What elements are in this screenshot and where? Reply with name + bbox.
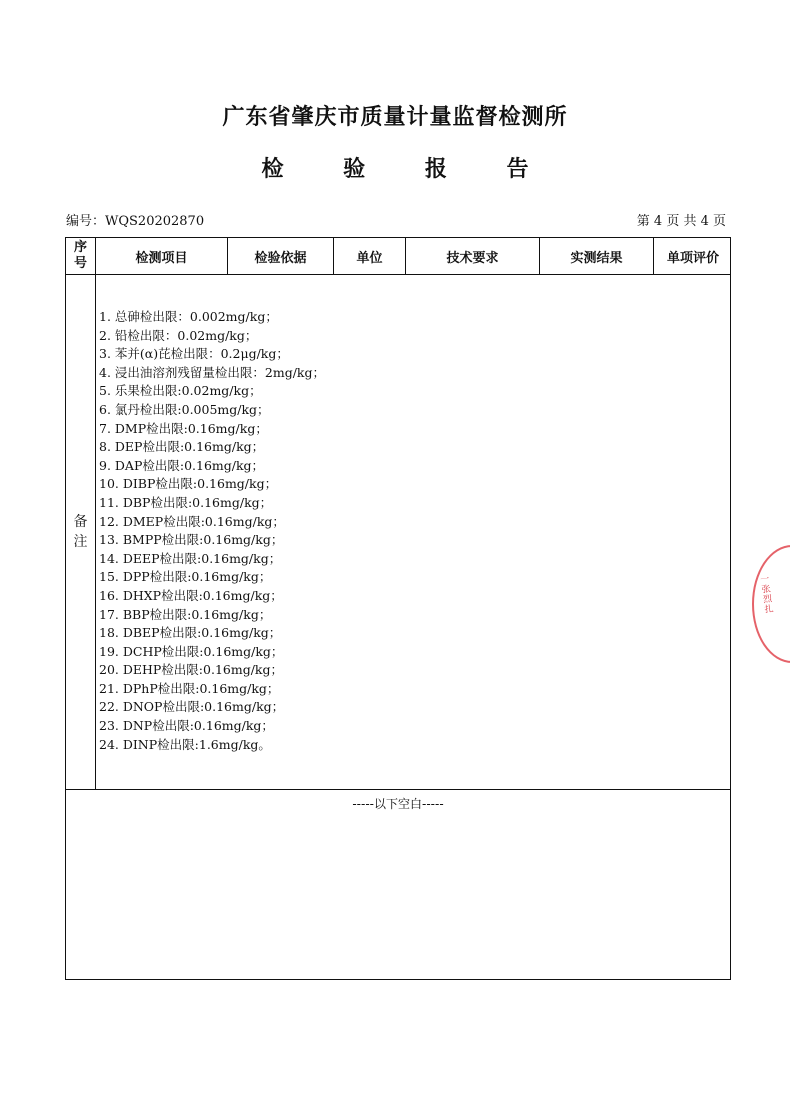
remark-item: 23. DNP检出限:0.16mg/kg；	[99, 718, 274, 734]
remark-item: 1. 总砷检出限：0.002mg/kg；	[99, 309, 278, 324]
remark-item: 3. 苯并(α)芘检出限：0.2μg/kg；	[99, 346, 289, 362]
header-seq	[66, 238, 96, 274]
remark-item: 16. DHXP检出限:0.16mg/kg；	[99, 587, 283, 603]
page-indicator: 第 4 页 共 4 页	[636, 214, 726, 229]
report-title: 检 验 报 告	[261, 157, 555, 182]
header-evaluation: 单项评价	[666, 250, 719, 266]
header-test-basis: 检验依据	[228, 238, 334, 274]
remark-item: 18. DBEP检出限:0.16mg/kg；	[99, 625, 282, 641]
remark-item: 22. DNOP检出限:0.16mg/kg；	[99, 699, 285, 715]
remark-item: 8. DEP检出限:0.16mg/kg；	[99, 439, 265, 455]
remark-item: 4. 浸出油溶剂残留量检出限：2mg/kg；	[99, 364, 325, 380]
remark-item: 7. DMP检出限:0.16mg/kg；	[99, 420, 268, 436]
remark-item: 5. 乐果检出限:0.02mg/kg；	[99, 383, 262, 399]
remark-item: 21. DPhP检出限:0.16mg/kg；	[99, 680, 280, 696]
remark-item: 15. DPP检出限:0.16mg/kg；	[99, 569, 272, 585]
header-test-item: 检测项目	[96, 238, 228, 274]
remark-item: 10. DIBP检出限:0.16mg/kg；	[99, 476, 278, 492]
section-divider	[66, 789, 730, 790]
report-number: 编号：WQS20202870	[66, 214, 205, 229]
remark-item: 13. BMPP检出限:0.16mg/kg；	[99, 532, 284, 548]
header-unit: 单位	[334, 238, 406, 274]
header-seq-bottom: 号	[73, 256, 87, 271]
remark-label-bottom: 注	[73, 534, 88, 550]
header-seq-top: 序	[73, 240, 87, 255]
table-header-row	[66, 238, 730, 275]
remark-item: 12. DMEP检出限:0.16mg/kg；	[99, 513, 285, 529]
report-table	[65, 237, 731, 980]
seal-stamp-text: 一张烈扎	[759, 574, 775, 616]
remark-list	[99, 308, 325, 754]
remark-item: 14. DEEP检出限:0.16mg/kg；	[99, 550, 282, 566]
header-measured-result: 实测结果	[540, 238, 654, 274]
remark-item: 6. 氯丹检出限:0.005mg/kg；	[99, 401, 270, 417]
remark-label-top: 备	[73, 514, 88, 530]
remark-item: 9. DAP检出限:0.16mg/kg；	[99, 457, 265, 473]
remark-item: 24. DINP检出限:1.6mg/kg。	[99, 736, 271, 752]
remark-item: 19. DCHP检出限:0.16mg/kg；	[99, 643, 284, 659]
header-technical-requirement: 技术要求	[406, 238, 540, 274]
remark-item: 2. 铅检出限：0.02mg/kg；	[99, 327, 258, 343]
blank-below-marker: -----以下空白-----	[352, 797, 444, 811]
remark-label-cell	[66, 275, 96, 789]
remark-item: 20. DEHP检出限:0.16mg/kg；	[99, 662, 283, 678]
remark-item: 17. BBP检出限:0.16mg/kg；	[99, 606, 272, 622]
organization-title: 广东省肇庆市质量计量监督检测所	[222, 105, 568, 130]
remark-content	[96, 275, 732, 789]
remark-item: 11. DBP检出限:0.16mg/kg；	[99, 494, 273, 510]
